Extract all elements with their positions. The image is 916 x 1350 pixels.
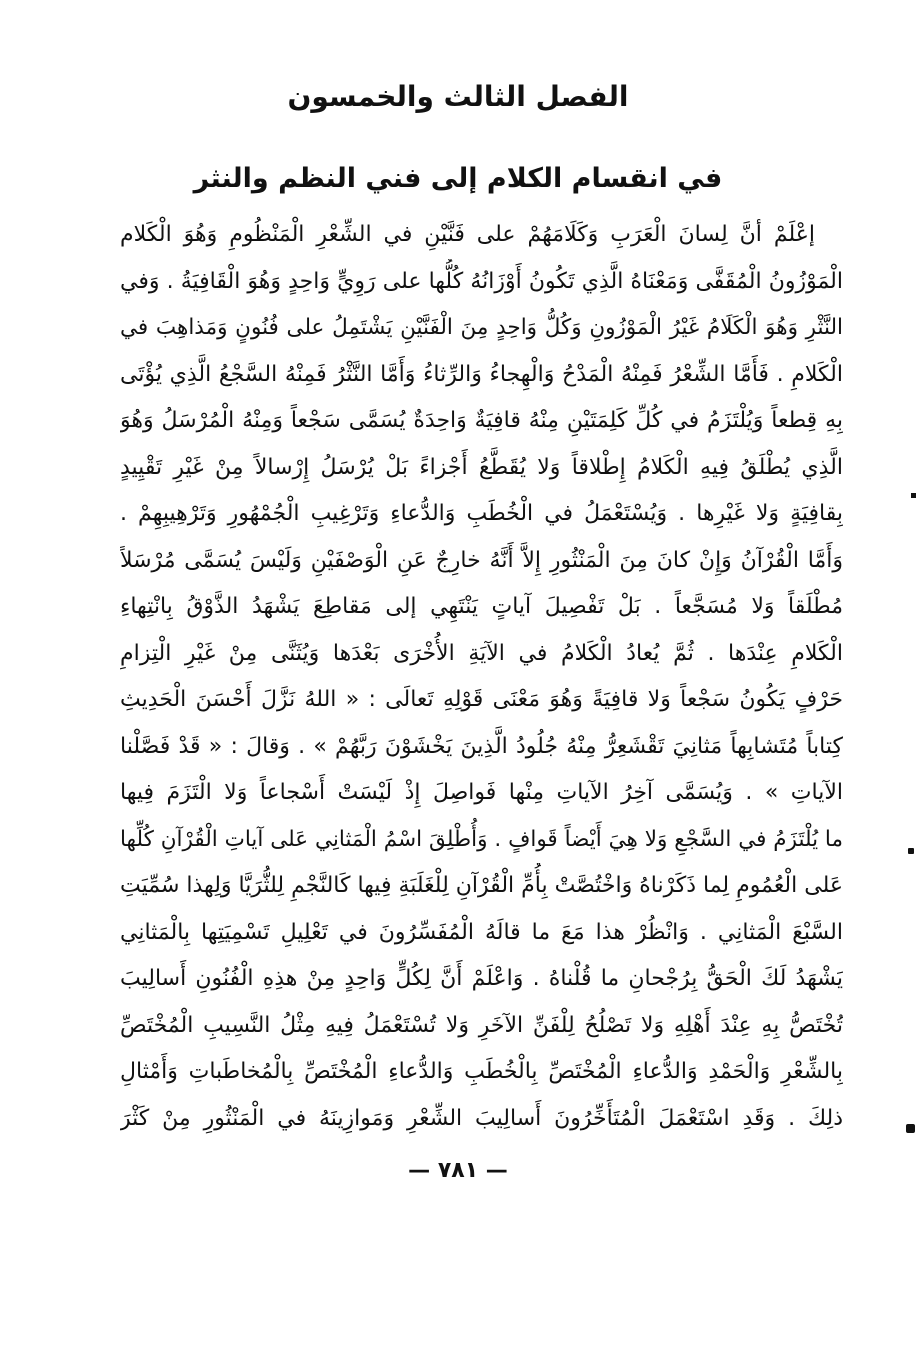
text-line: إعْلَمْ أنَّ لِسانَ الْعَرَبِ وَكَلَامَهُمْ على فَنَّيْنِ في الشِّعْرِ الْمَنْظُومِ وَهُوَ الْكَلام — [120, 222, 815, 247]
text-line: الْمَوْزُونُ الْمُقَفَّى وَمَعْنَاهُ الَّذِي تَكُونُ أَوْزَانُهُ كُلُّها على رَوِيٍّ وَاحِدٍ وَهُوَ الْقَافِيَةُ . وَفي — [120, 268, 843, 294]
text-line: السَّبْعَ الْمَثانِي . وَانْظُرْ هذا مَعَ ما قالَهُ الْمُفَسِّرُونَ في تَعْلِيلِ تَسْمِيَتِها بِالْمَثانِي — [120, 919, 843, 945]
text-line: وَأَمَّا الْقُرْآنُ وَإِنْ كانَ مِنَ الْمَنْثُورِ إِلاَّ أَنَّهُ خارِجٌ عَنِ الْوَصْفَيْنِ وَلَيْسَ يُسَمَّى مُرْسَلاً — [120, 547, 843, 573]
text-line: حَرْفٍ يَكُونُ سَجْعاً وَلا قافِيَةً وَهُوَ مَعْنَى قَوْلِهِ تَعالَى : « اللهُ نَزَّلَ أَحْسَنَ الْحَدِيثِ — [120, 687, 843, 712]
text-line: الْكَلامِ . فَأَمَّا الشِّعْرُ فَمِنْهُ الْمَدْحُ وَالْهِجاءُ وَالرِّثاءُ وَأَمَّا النَّثْرُ فَمِنْهُ السَّجْعُ الَّذِي يُؤْتَى — [120, 361, 843, 387]
scan-speck — [911, 493, 916, 498]
text-line: الَّذِي يُطْلَقُ فِيهِ الْكَلامُ إِطْلاقاً وَلا يُقَطَّعُ أَجْزاءً بَلْ يُرْسَلُ إِرْسالاً مِنْ غَيْرِ تَقْيِيدٍ — [120, 454, 843, 480]
page-number: — ٧٨١ — — [408, 1158, 508, 1183]
section-title: في انقسام الكلام إلى فني النظم والنثر — [193, 163, 723, 194]
text-line: يَشْهَدُ لَكَ الْحَقُّ بِرُجْحانِ ما قُلْناهُ . وَاعْلَمْ أَنَّ لِكُلٍّ وَاحِدٍ مِنْ هذِهِ الْفُنُونِ أَسالِيبَ — [120, 966, 843, 991]
text-line: مُطْلَقاً وَلا مُسَجَّعاً . بَلْ تَفْصِيلَ آياتٍ يَنْتَهِي إلى مَقاطِعَ يَشْهَدُ الذَّوْقُ بِانْتِهاءِ — [120, 594, 843, 619]
scan-speck — [908, 848, 914, 854]
scan-speck — [906, 1124, 915, 1133]
text-line: الآياتِ » . وَيُسَمَّى آخِرُ الآياتِ مِنْها فَواصِلَ إِذْ لَيْسَتْ أَسْجاعاً وَلا الْتَزَمَ فِيها — [120, 780, 843, 805]
chapter-title: الفصل الثالث والخمسون — [287, 80, 629, 113]
text-line: بِقافِيَةٍ وَلا غَيْرِها . وَيُسْتَعْمَلُ في الْخُطَبِ وَالدُّعاءِ وَتَرْغِيبِ الْجُمْهُورِ وَتَرْهِيبِهِمْ . — [120, 501, 843, 526]
text-line: النَّثْرِ وَهُوَ الْكَلَامُ غَيْرُ الْمَوْزُونِ وَكُلُّ وَاحِدٍ مِنَ الْفَنَّيْنِ يَشْتَمِلُ على فُنُونٍ وَمَذاهِبَ في — [120, 315, 843, 340]
text-line: ما يُلْتَزَمُ في السَّجْعِ وَلا هِيَ أَيْضاً قَوافٍ . وَأُطْلِقَ اسْمُ الْمَثانِي عَلى آياتِ الْقُرْآنِ كُلِّها — [120, 826, 843, 852]
text-line: بِهِ قِطعاً وَيُلْتَزَمُ في كُلِّ كَلِمَتَيْنِ مِنْهُ قافِيَةٌ وَاحِدَةٌ يُسَمَّى سَجْعاً وَمِنْهُ الْمُرْسَلُ وَهُوَ — [120, 408, 843, 433]
text-line: الْكَلامِ عِنْدَها . ثُمَّ يُعادُ الْكَلامُ في الآيَةِ الأُخْرَى بَعْدَها وَيُثَنَّى مِنْ غَيْرِ الْتِزامِ — [120, 640, 843, 666]
text-line: عَلى الْعُمُومِ لِما ذَكَرْناهُ وَاخْتُصَّتْ بِأُمِّ الْقُرْآنِ لِلْغَلَبَةِ فِيها كَالنَّجْمِ لِلثُّرَيَّا وَلِهذا سُمِّيَتِ — [120, 873, 843, 898]
body-text — [120, 212, 843, 1142]
text-line: بِالشِّعْرِ وَالْحَمْدِ وَالدُّعاءِ الْمُخْتَصِّ بِالْخُطَبِ وَالدُّعاءِ الْمُخْتَصِّ بِالْمُخاطَباتِ وَأَمْثالِ — [120, 1059, 843, 1084]
text-line: ذلِكَ . وَقَدِ اسْتَعْمَلَ الْمُتَأَخِّرُونَ أَسالِيبَ الشِّعْرِ وَمَوازِينَهُ في الْمَنْثُورِ مِنْ كَثْرَ — [120, 1105, 843, 1131]
text-line: كِتاباً مُتَشابِهاً مَثانِيَ تَقْشَعِرُّ مِنْهُ جُلُودُ الَّذِينَ يَخْشَوْنَ رَبَّهُمْ » . وَقالَ : « قَدْ فَصَّلْنا — [120, 733, 843, 759]
text-line: تُخْتَصُّ بِهِ عِنْدَ أَهْلِهِ وَلا تَصْلُحُ لِلْفَنِّ الآخَرِ وَلا تُسْتَعْمَلُ فِيهِ مِثْلُ النَّسِيبِ الْمُخْتَصِّ — [120, 1012, 843, 1038]
